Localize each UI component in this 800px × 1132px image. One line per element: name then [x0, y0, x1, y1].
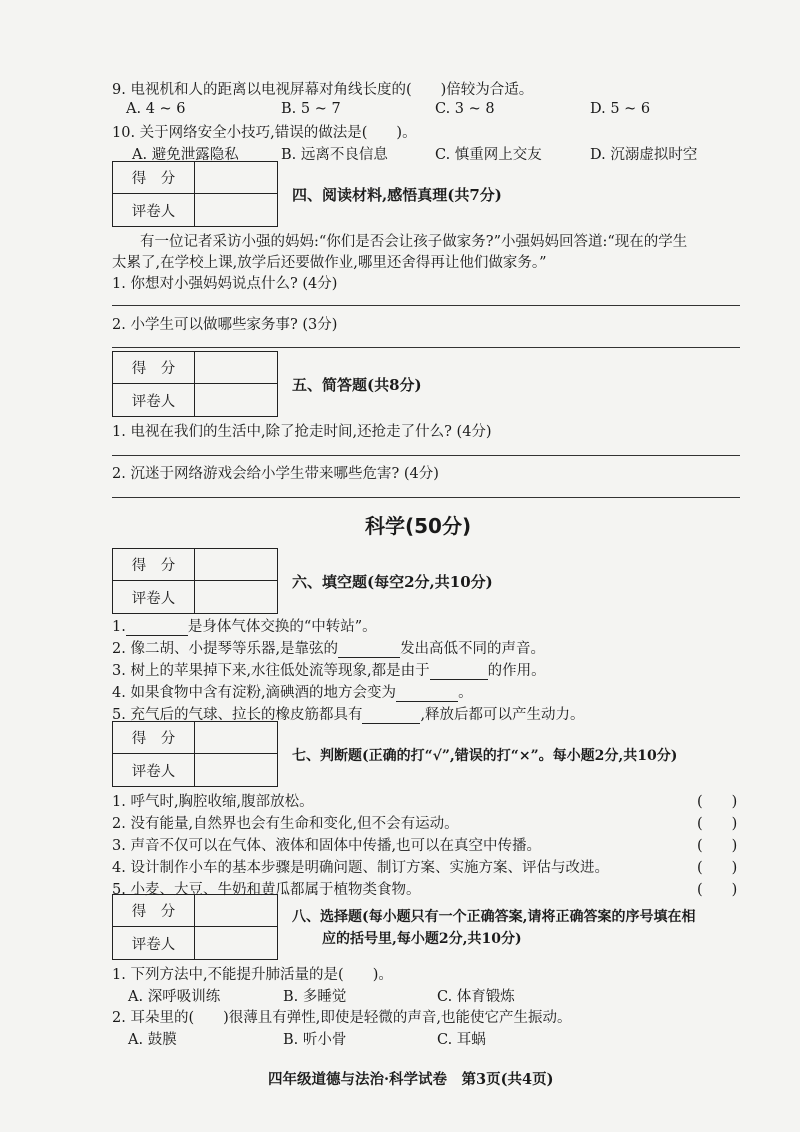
choice-q1-option-a: A. 深呼吸训练	[128, 989, 221, 1005]
fill-item-text: 2. 像二胡、小提琴等乐器,是靠弦的	[112, 641, 339, 657]
judge-item-5: 5. 小麦、大豆、牛奶和黄瓜都属于植物类食物。	[112, 882, 421, 898]
fill-blank[interactable]	[430, 663, 488, 680]
q9-option-a: A. 4 ~ 6	[126, 101, 186, 117]
q9-option-c: C. 3 ~ 8	[435, 101, 495, 117]
science-title: 科学(50分)	[365, 514, 472, 538]
score-label: 得 分	[113, 895, 195, 926]
q9-option-d: D. 5 ~ 6	[590, 101, 651, 117]
fill-item-3	[112, 659, 546, 680]
score-label: 得 分	[113, 162, 195, 193]
fill-item-text: 发出高低不同的声音。	[400, 641, 546, 657]
section-6-title: 六、填空题(每空2分,共10分)	[292, 573, 493, 591]
grader-label: 评卷人	[113, 194, 195, 226]
score-box-sec7	[112, 721, 278, 787]
answer-line[interactable]	[112, 305, 740, 306]
fill-item-text: 5. 充气后的气球、拉长的橡皮筋都具有	[112, 707, 363, 723]
judge-answer-2[interactable]: ( )	[697, 816, 738, 832]
fill-item-text: 的作用。	[487, 663, 546, 679]
fill-item-2	[112, 637, 545, 658]
judge-answer-1[interactable]: ( )	[697, 794, 738, 810]
score-label: 得 分	[113, 722, 195, 753]
sec4-passage-line1: 有一位记者采访小强的妈妈:“你们是否会让孩子做家务?”小强妈妈回答道:“现在的学生	[140, 234, 688, 250]
q9-text: 9. 电视机和人的距离以电视屏幕对角线长度的( )倍较为合适。	[112, 82, 534, 98]
score-box-sec6	[112, 548, 278, 614]
choice-q2-option-b: B. 听小骨	[283, 1032, 347, 1048]
q10-option-c: C. 慎重网上交友	[435, 147, 542, 163]
section-4-title: 四、阅读材料,感悟真理(共7分)	[292, 186, 502, 204]
sec4-passage-line2: 太累了,在学校上课,放学后还要做作业,哪里还舍得再让他们做家务。”	[112, 255, 547, 271]
score-box-sec5	[112, 351, 278, 417]
fill-item-1	[112, 615, 377, 636]
choice-q2-option-c: C. 耳蜗	[437, 1032, 486, 1048]
fill-item-text: 4. 如果食物中含有淀粉,滴碘酒的地方会变为	[112, 685, 397, 701]
sec5-q1: 1. 电视在我们的生活中,除了抢走时间,还抢走了什么? (4分)	[112, 424, 492, 440]
score-box-sec8	[112, 894, 278, 960]
judge-answer-3[interactable]: ( )	[697, 838, 738, 854]
grader-label: 评卷人	[113, 754, 195, 786]
choice-q1-option-c: C. 体育锻炼	[437, 989, 515, 1005]
fill-item-text: ,释放后都可以产生动力。	[420, 707, 585, 723]
fill-blank[interactable]	[362, 707, 420, 724]
fill-blank[interactable]	[338, 641, 400, 658]
choice-q2-text: 2. 耳朵里的( )很薄且有弹性,即使是轻微的声音,也能使它产生振动。	[112, 1010, 572, 1026]
section-7-title: 七、判断题(正确的打“√”,错误的打“×”。每小题2分,共10分)	[292, 748, 678, 764]
judge-item-3: 3. 声音不仅可以在气体、液体和固体中传播,也可以在真空中传播。	[112, 838, 542, 854]
choice-q1-text: 1. 下列方法中,不能提升肺活量的是( )。	[112, 967, 393, 983]
fill-blank[interactable]	[126, 619, 188, 636]
choice-q2-option-a: A. 鼓膜	[128, 1032, 177, 1048]
judge-item-1: 1. 呼气时,胸腔收缩,腹部放松。	[112, 794, 314, 810]
q9-option-b: B. 5 ~ 7	[281, 101, 341, 117]
answer-line[interactable]	[112, 455, 740, 456]
judge-item-4: 4. 设计制作小车的基本步骤是明确问题、制订方案、实施方案、评估与改进。	[112, 860, 609, 876]
q10-option-a: A. 避免泄露隐私	[132, 147, 239, 163]
fill-item-text: 1.	[112, 619, 126, 635]
judge-answer-4[interactable]: ( )	[697, 860, 738, 876]
page-footer: 四年级道德与法治·科学试卷 第3页(共4页)	[268, 1071, 554, 1088]
q10-option-d: D. 沉溺虚拟时空	[590, 147, 698, 163]
score-label: 得 分	[113, 352, 195, 383]
sec4-q2: 2. 小学生可以做哪些家务事? (3分)	[112, 317, 338, 333]
fill-item-text: 。	[458, 685, 473, 701]
choice-q1-option-b: B. 多睡觉	[283, 989, 347, 1005]
section-5-title: 五、简答题(共8分)	[292, 376, 422, 394]
score-label: 得 分	[113, 549, 195, 580]
fill-item-4	[112, 681, 473, 702]
answer-line[interactable]	[112, 497, 740, 498]
fill-item-text: 3. 树上的苹果掉下来,水往低处流等现象,都是由于	[112, 663, 430, 679]
judge-item-2: 2. 没有能量,自然界也会有生命和变化,但不会有运动。	[112, 816, 459, 832]
fill-blank[interactable]	[396, 685, 458, 702]
judge-answer-5[interactable]: ( )	[697, 882, 738, 898]
section-8-title-line2: 应的括号里,每小题2分,共10分)	[322, 931, 522, 947]
grader-label: 评卷人	[113, 581, 195, 613]
grader-label: 评卷人	[113, 384, 195, 416]
q10-option-b: B. 远离不良信息	[281, 147, 388, 163]
answer-line[interactable]	[112, 347, 740, 348]
q10-text: 10. 关于网络安全小技巧,错误的做法是( )。	[112, 125, 417, 141]
fill-item-text: 是身体气体交换的“中转站”。	[187, 619, 377, 635]
score-box-sec4	[112, 161, 278, 227]
grader-label: 评卷人	[113, 927, 195, 959]
section-8-title-line1: 八、选择题(每小题只有一个正确答案,请将正确答案的序号填在相	[292, 909, 696, 925]
sec5-q2: 2. 沉迷于网络游戏会给小学生带来哪些危害? (4分)	[112, 466, 439, 482]
sec4-q1: 1. 你想对小强妈妈说点什么? (4分)	[112, 276, 338, 292]
